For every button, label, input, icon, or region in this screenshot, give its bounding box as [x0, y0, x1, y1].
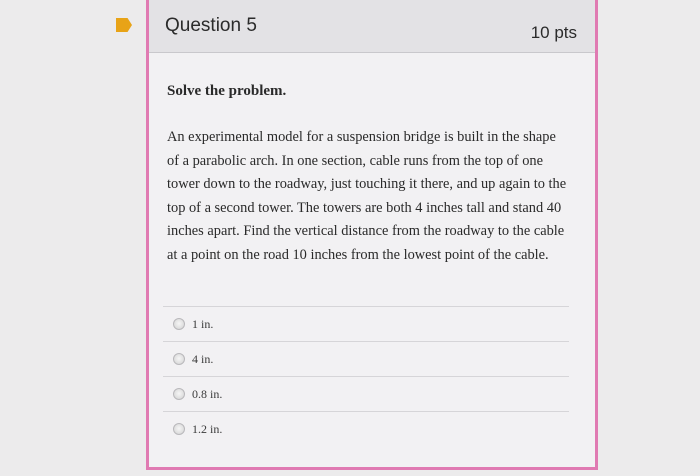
radio-button[interactable] — [173, 423, 185, 435]
answer-list — [163, 306, 569, 446]
question-instruction: Solve the problem. — [167, 83, 287, 99]
answer-label[interactable]: 1.2 in. — [192, 421, 223, 436]
question-points: 10 pts — [530, 23, 577, 42]
radio-button[interactable] — [173, 353, 185, 365]
answer-option[interactable] — [163, 306, 569, 341]
radio-button[interactable] — [173, 318, 185, 330]
radio-button[interactable] — [173, 388, 185, 400]
flag-question-icon[interactable] — [116, 18, 132, 32]
answer-option[interactable] — [163, 376, 569, 411]
answer-label[interactable]: 1 in. — [192, 316, 214, 331]
answer-label[interactable]: 0.8 in. — [192, 386, 223, 401]
question-header — [149, 0, 595, 53]
answer-option[interactable] — [163, 341, 569, 376]
question-card — [146, 0, 598, 470]
answer-option[interactable] — [163, 411, 569, 446]
answer-label[interactable]: 4 in. — [192, 351, 214, 366]
problem-text: An experimental model for a suspension bridge is built in the shape of a parabolic arch. In one section, cable runs from the top of one tower down to the roadway, just touching it there, and up again to the top of a second tower. The towers are both 4 inches tall and stand 40 inches apart. Find the vertical distance from the roadway to the cable at a point on the road 10 inches from the lowest point of the cable. — [167, 129, 567, 263]
question-title: Question 5 — [165, 15, 257, 36]
